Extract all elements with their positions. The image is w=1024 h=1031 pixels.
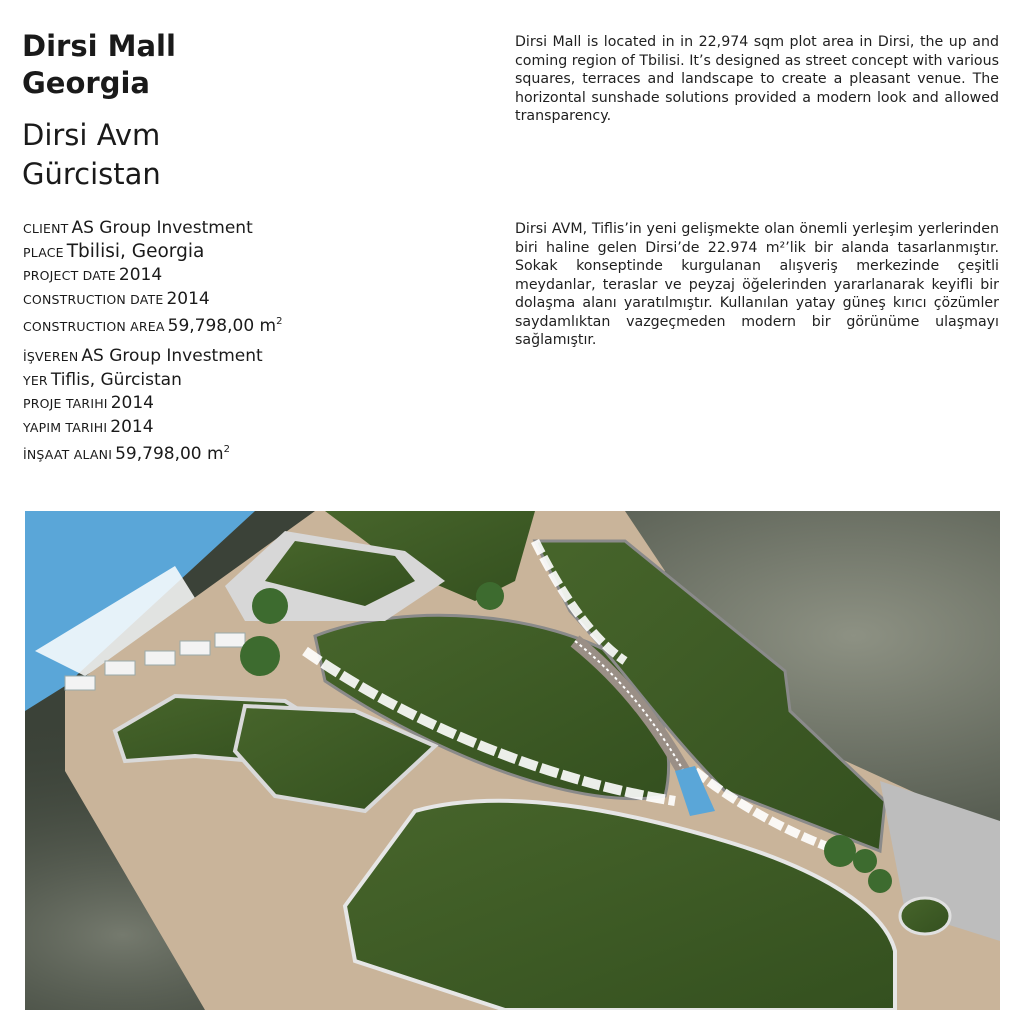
proje-tarihi-value: 2014: [110, 393, 154, 413]
client-value: AS Group Investment: [71, 218, 253, 238]
project-date-row: [23, 264, 463, 288]
construction-date-row: [23, 288, 463, 312]
yapim-tarihi-label: YAPIM TARIHI: [23, 419, 108, 435]
title-block: [22, 28, 462, 194]
yer-value: Tiflis, Gürcistan: [50, 369, 182, 390]
proje-tarihi-label: PROJE TARIHI: [23, 396, 108, 411]
insaat-alani-value: 59,798,00 m: [115, 444, 224, 464]
title-turkish: [22, 116, 462, 194]
place-value: Tbilisi, Georgia: [66, 240, 205, 262]
title-en-line2: Georgia: [22, 66, 150, 100]
construction-area-label: CONSTRUCTION AREA: [23, 319, 165, 334]
construction-area-value: 59,798,00 m: [167, 316, 277, 336]
project-info-english: [23, 217, 463, 339]
yer-label: YER: [23, 372, 48, 388]
yer-row: [23, 369, 463, 393]
description-turkish: Dirsi AVM, Tiflis’in yeni gelişmekte olan önemli yerleşim yerlerinden biri haline gelen Dirsi’de 22.974 m²’lik bir alanda tasarlanmıştır. Sokak konseptinde kurgulanan alışveriş merkezinde çeşitli meydanlar, teraslar ve peyzaj öğelerinden yararlanarak keyifli bir dolaşma alanı yaratılmıştır. Kullanılan yatay güneş kırıcı çözümler saydamlıktan vazgeçmeden modern bir görünüme ulaşmayı sağlamıştır.: [515, 221, 999, 348]
construction-date-value: 2014: [166, 288, 210, 309]
insaat-alani-label: İNŞAAT ALANI: [23, 447, 113, 462]
aerial-rendering-illustration: [25, 511, 1000, 1010]
yapim-tarihi-value: 2014: [110, 416, 154, 437]
title-english: [22, 28, 462, 102]
isveren-row: [23, 345, 463, 369]
title-tr-line2: Gürcistan: [22, 157, 161, 191]
description-english: Dirsi Mall is located in in 22,974 sqm plot area in Dirsi, the up and coming region of Tbilisi. It’s designed as street concept with various squares, terraces and landscape to create a pleasant venue. The horizontal sunshade solutions provided a modern look and allowed transparency.: [515, 34, 999, 124]
title-en-line1: Dirsi Mall: [22, 29, 176, 63]
aerial-rendering: [25, 511, 1000, 1010]
isveren-value: AS Group Investment: [81, 346, 263, 366]
proje-tarihi-row: [23, 392, 463, 416]
project-info-turkish: [23, 345, 463, 467]
yapim-tarihi-row: [23, 416, 463, 440]
place-label: PLACE: [23, 244, 64, 260]
insaat-alani-row: [23, 439, 463, 467]
alan-unit-superscript: 2: [223, 444, 230, 455]
client-label: CLIENT: [23, 221, 69, 236]
project-date-label: PROJECT DATE: [23, 268, 116, 283]
area-unit-superscript: 2: [276, 316, 283, 327]
construction-date-label: CONSTRUCTION DATE: [23, 291, 164, 307]
place-row: [23, 241, 463, 265]
isveren-label: İŞVEREN: [23, 349, 79, 364]
project-date-value: 2014: [118, 265, 163, 285]
construction-area-row: [23, 311, 463, 339]
title-tr-line1: Dirsi Avm: [22, 118, 161, 152]
client-row: [23, 217, 463, 241]
